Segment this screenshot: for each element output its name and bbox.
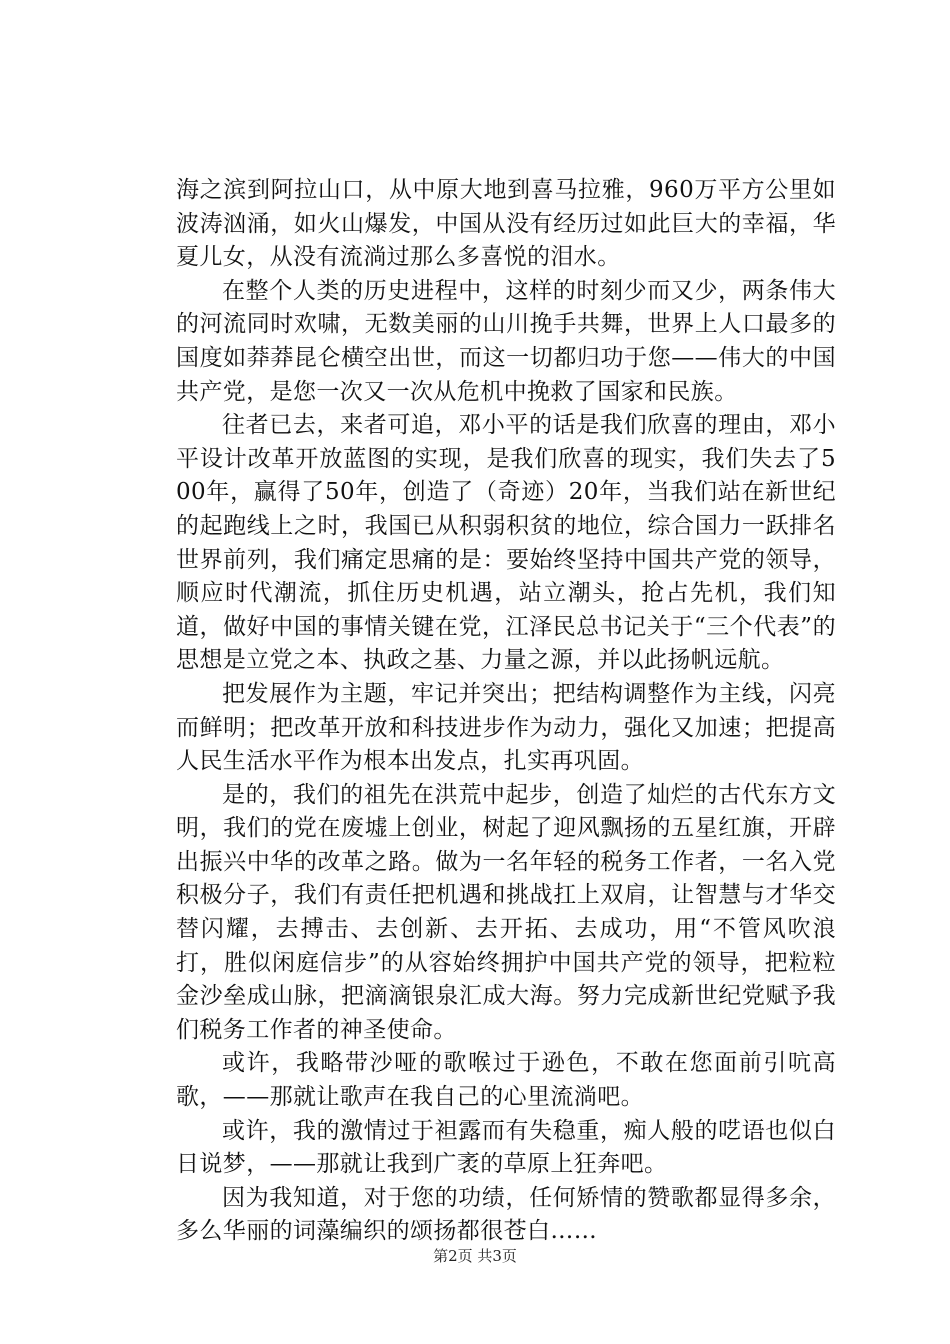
paragraph-1: 海之滨到阿拉山口，从中原大地到喜马拉雅，960万平方公里如波涛汹涌，如火山爆发，中国从没有经历过如此巨大的幸福，华夏儿女，从没有流淌过那么多喜悦的泪水。 xyxy=(176,177,836,271)
paragraph-5: 是的，我们的祖先在洪荒中起步，创造了灿烂的古代东方文明，我们的党在废墟上创业，树起了迎风飘扬的五星红旗，开辟出振兴中华的改革之路。做为一名年轻的税务工作者，一名入党积极分子，我们有责任把机遇和挑战扛上双肩，让智慧与才华交替闪耀，去搏击、去创新、去开拓、去成功，用“不管风吹浪打，胜似闲庭信步”的从容始终拥护中国共产党的领导，把粒粒金沙垒成山脉，把滴滴银泉汇成大海。努力完成新世纪党赋予我们税务工作者的神圣使命。 xyxy=(176,781,836,1043)
paragraph-7: 或许，我的激情过于袒露而有失稳重，痴人般的呓语也似白日说梦，——那就让我到广袤的草原上狂奔吧。 xyxy=(176,1117,836,1178)
paragraph-8: 因为我知道，对于您的功绩，任何矫情的赞歌都显得多余，多么华丽的词藻编织的颂扬都很苍白…… xyxy=(176,1184,836,1245)
paragraph-3: 往者已去，来者可追，邓小平的话是我们欣喜的理由，邓小平设计改革开放蓝图的实现，是我们欣喜的现实，我们失去了500年，赢得了50年，创造了（奇迹）20年，当我们站在新世纪的起跑线上之时，我国已从积弱积贫的地位，综合国力一跃排名世界前列，我们痛定思痛的是：要始终坚持中国共产党的领导，顺应时代潮流，抓住历史机遇，站立潮头，抢占先机，我们知道，做好中国的事情关键在党，江泽民总书记关于“三个代表”的思想是立党之本、执政之基、力量之源，并以此扬帆远航。 xyxy=(176,412,836,674)
paragraph-6: 或许，我略带沙哑的歌喉过于逊色，不敢在您面前引吭高歌，——那就让歌声在我自己的心里流淌吧。 xyxy=(176,1050,836,1111)
paragraph-2: 在整个人类的历史进程中，这样的时刻少而又少，两条伟大的河流同时欢啸，无数美丽的山川挽手共舞，世界上人口最多的国度如莽莽昆仑横空出世，而这一切都归功于您——伟大的中国共产党，是您一次又一次从危机中挽救了国家和民族。 xyxy=(176,277,836,405)
paragraph-4: 把发展作为主题，牢记并突出；把结构调整作为主线，闪亮而鲜明；把改革开放和科技进步作为动力，强化又加速；把提高人民生活水平作为根本出发点，扎实再巩固。 xyxy=(176,680,836,775)
page-footer xyxy=(0,1245,950,1266)
page-number-label: 第2页 共3页 xyxy=(433,1247,517,1265)
document-body xyxy=(176,174,836,1249)
